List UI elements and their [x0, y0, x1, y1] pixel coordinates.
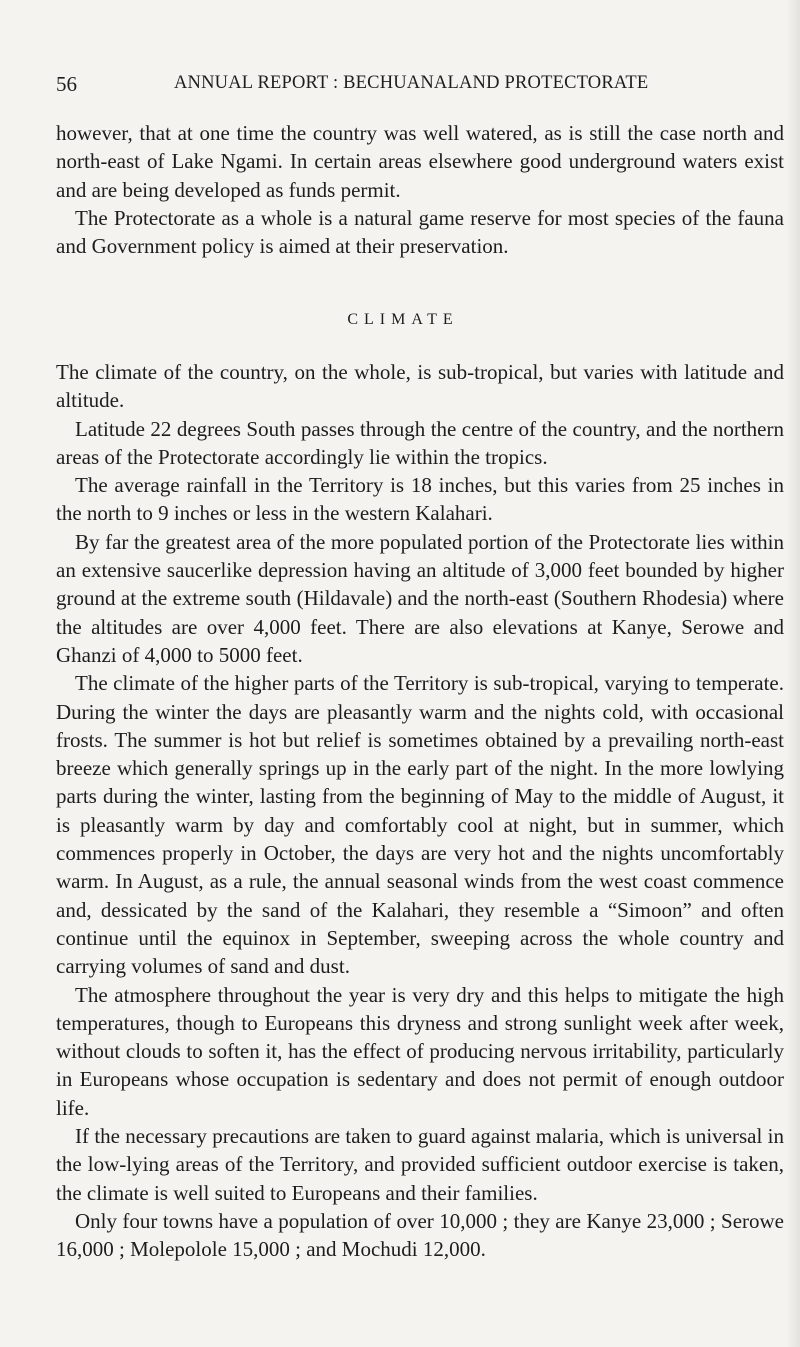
- intro-text: [56, 119, 784, 260]
- paragraph: Latitude 22 degrees South passes through the centre of the country, and the northern areas of the Protectorate accordingly lie within the tropics.: [56, 416, 784, 469]
- section-heading-climate: CLIMATE: [347, 311, 459, 328]
- paragraph: Only four towns have a population of over 10,000 ; they are Kanye 23,000 ; Serowe 16,000 ; Molepolole 15,000 ; and Mochudi 12,000.: [56, 1208, 784, 1262]
- paragraph: By far the greatest area of the more populated portion of the Protectorate lies within an extensive saucerlike depression having an altitude of 3,000 feet bounded by higher ground at the extreme south (Hildavale) and the north-east (Southern Rhodesia) where the altitudes are over 4,000 feet. There are also elevations at Kanye, Serowe and Ghanzi of 4,000 to 5000 feet.: [56, 529, 784, 667]
- running-head: ANNUAL REPORT : BECHUANALAND PROTECTORATE: [174, 73, 649, 93]
- page-header: [56, 72, 776, 98]
- paragraph: however, that at one time the country was well watered, as is still the case north and north-east of Lake Ngami. In certain areas elsewhere good underground waters exist and are being developed as funds permit.: [56, 121, 784, 202]
- paragraph: If the necessary precautions are taken to guard against malaria, which is universal in the low-lying areas of the Territory, and provided sufficient outdoor exercise is taken, the climate is well suited to Europeans and their families.: [56, 1124, 784, 1205]
- page-edge-shadow: [786, 0, 800, 1347]
- page-number: 56: [56, 72, 77, 96]
- climate-section-text: [56, 358, 784, 1264]
- paragraph: The climate of the higher parts of the Territory is sub-tropical, varying to temperate. During the winter the days are pleasantly warm and the nights cold, with occasional frosts. The summer is hot but relief is sometimes obtained by a prevailing north-east breeze which generally springs up in the early part of the night. In the more lowlying parts during the winter, lasting from the beginning of May to the middle of August, it is pleasantly warm by day and comfortably cool at night, but in summer, which commences properly in October, the days are very hot and the nights uncomfortably warm. In August, as a rule, the annual seasonal winds from the west coast commence and, dessicated by the sand of the Kalahari, they resemble a “Simoon” and often continue until the equinox in September, sweeping across the whole country and carrying volumes of sand and dust.: [56, 671, 784, 979]
- paragraph: The average rainfall in the Territory is 18 inches, but this varies from 25 inches in the north to 9 inches or less in the western Kalahari.: [56, 473, 784, 526]
- paragraph: The atmosphere throughout the year is very dry and this helps to mitigate the high temperatures, though to Europeans this dryness and strong sunlight week after week, without clouds to soften it, has the effect of producing nervous irritability, particularly in Europeans whose occupation is sedentary and does not permit of enough outdoor life.: [56, 982, 784, 1120]
- paragraph: The Protectorate as a whole is a natural game reserve for most species of the fauna and Government policy is aimed at their preservation.: [56, 205, 784, 259]
- paragraph: The climate of the country, on the whole, is sub-tropical, but varies with latitude and altitude.: [56, 360, 784, 413]
